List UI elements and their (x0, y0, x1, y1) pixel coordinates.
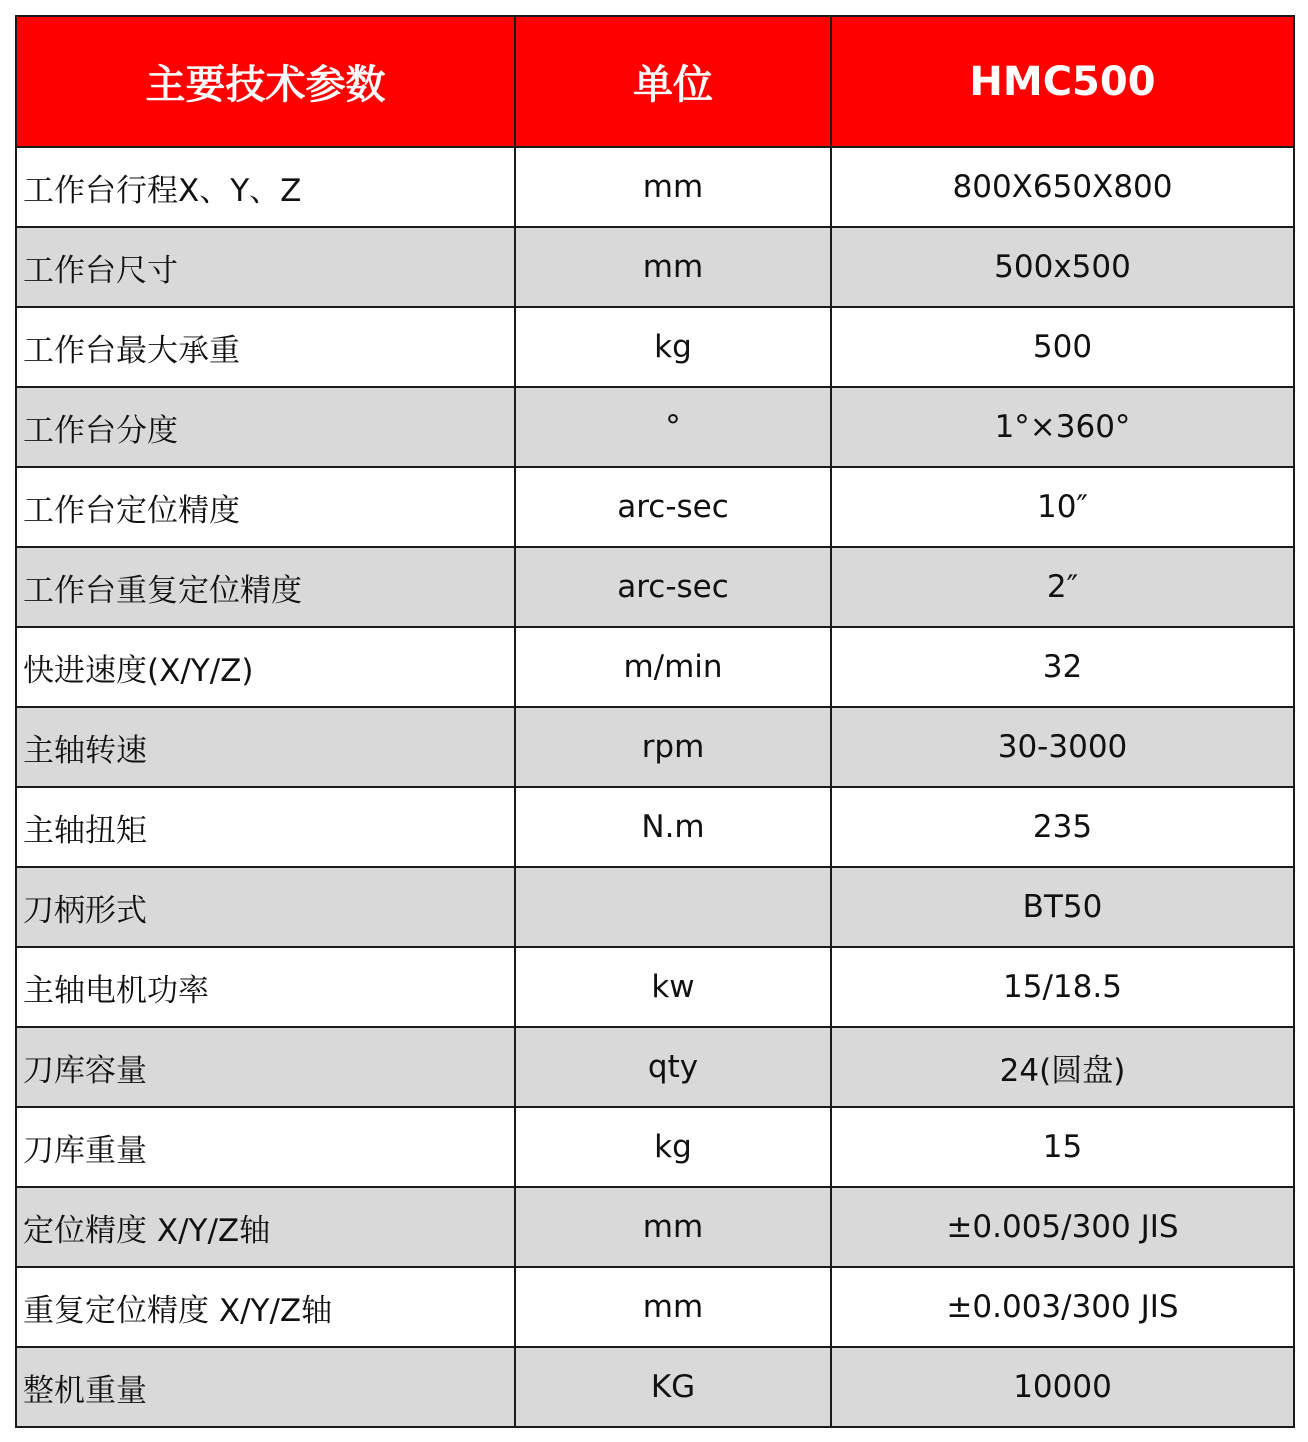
unit-cell: rpm (515, 707, 831, 787)
param-cell: 工作台行程X、Y、Z (16, 147, 515, 227)
table-row (16, 787, 1294, 867)
unit-cell (515, 867, 831, 947)
param-cell: 刀库重量 (16, 1107, 515, 1187)
header-model: HMC500 (831, 16, 1294, 147)
table-row (16, 547, 1294, 627)
unit-cell: mm (515, 227, 831, 307)
value-cell: 800X650X800 (831, 147, 1294, 227)
table-row (16, 707, 1294, 787)
header-row (16, 16, 1294, 147)
value-cell: 24(圆盘) (831, 1027, 1294, 1107)
value-cell: 500x500 (831, 227, 1294, 307)
param-cell: 工作台尺寸 (16, 227, 515, 307)
value-cell: 15/18.5 (831, 947, 1294, 1027)
value-cell: 30-3000 (831, 707, 1294, 787)
table-row (16, 947, 1294, 1027)
table-row (16, 1267, 1294, 1347)
table-row (16, 627, 1294, 707)
table-body (16, 147, 1294, 1427)
table-row (16, 1107, 1294, 1187)
header-unit: 单位 (515, 16, 831, 147)
value-cell: 10″ (831, 467, 1294, 547)
unit-cell: kg (515, 1107, 831, 1187)
table-header (16, 16, 1294, 147)
value-cell: BT50 (831, 867, 1294, 947)
value-cell: 15 (831, 1107, 1294, 1187)
value-cell: 10000 (831, 1347, 1294, 1427)
unit-cell: mm (515, 1187, 831, 1267)
table-row (16, 147, 1294, 227)
unit-cell: N.m (515, 787, 831, 867)
value-cell: 500 (831, 307, 1294, 387)
param-cell: 工作台定位精度 (16, 467, 515, 547)
unit-cell: kg (515, 307, 831, 387)
unit-cell: ° (515, 387, 831, 467)
param-cell: 主轴电机功率 (16, 947, 515, 1027)
value-cell: 32 (831, 627, 1294, 707)
unit-cell: mm (515, 147, 831, 227)
param-cell: 快进速度(X/Y/Z) (16, 627, 515, 707)
table-row (16, 467, 1294, 547)
table-row (16, 867, 1294, 947)
param-cell: 工作台分度 (16, 387, 515, 467)
param-cell: 工作台最大承重 (16, 307, 515, 387)
param-cell: 刀柄形式 (16, 867, 515, 947)
value-cell: ±0.005/300 JIS (831, 1187, 1294, 1267)
header-param: 主要技术参数 (16, 16, 515, 147)
param-cell: 整机重量 (16, 1347, 515, 1427)
unit-cell: arc-sec (515, 547, 831, 627)
unit-cell: KG (515, 1347, 831, 1427)
table-row (16, 227, 1294, 307)
table-row (16, 387, 1294, 467)
param-cell: 工作台重复定位精度 (16, 547, 515, 627)
table-row (16, 307, 1294, 387)
param-cell: 刀库容量 (16, 1027, 515, 1107)
unit-cell: arc-sec (515, 467, 831, 547)
unit-cell: mm (515, 1267, 831, 1347)
table-row (16, 1347, 1294, 1427)
value-cell: ±0.003/300 JIS (831, 1267, 1294, 1347)
unit-cell: kw (515, 947, 831, 1027)
value-cell: 1°×360° (831, 387, 1294, 467)
param-cell: 重复定位精度 X/Y/Z轴 (16, 1267, 515, 1347)
table-row (16, 1187, 1294, 1267)
value-cell: 2″ (831, 547, 1294, 627)
unit-cell: m/min (515, 627, 831, 707)
param-cell: 主轴扭矩 (16, 787, 515, 867)
param-cell: 主轴转速 (16, 707, 515, 787)
param-cell: 定位精度 X/Y/Z轴 (16, 1187, 515, 1267)
spec-table (15, 15, 1295, 1428)
unit-cell: qty (515, 1027, 831, 1107)
value-cell: 235 (831, 787, 1294, 867)
table-row (16, 1027, 1294, 1107)
